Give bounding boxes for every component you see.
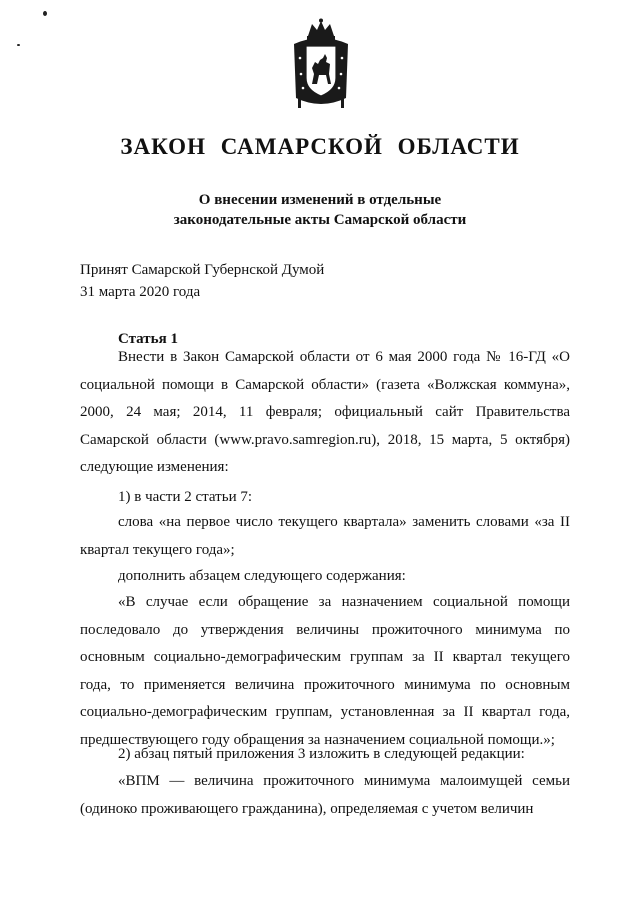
adopted-by: Принят Самарской Губернской Думой (80, 262, 325, 278)
article-heading-text: Статья 1 (118, 331, 178, 347)
paragraph-vpm-definition: «ВПМ — величина прожиточного минимума малоимущей семьи (одиноко проживающего гражданина), определяемая с учетом величин (80, 773, 570, 817)
subtitle-line: законодательные акты Самарской области (173, 212, 467, 228)
law-subtitle (0, 190, 640, 230)
paragraph-item-2: 2) абзац пятый приложения 3 изложить в следующей редакции: (118, 746, 525, 762)
adopted-date: 31 марта 2020 года (80, 284, 201, 300)
paragraph-item-1: 1) в части 2 статьи 7: (118, 489, 253, 505)
paragraph-add-clause: дополнить абзацем следующего содержания: (118, 568, 406, 584)
scan-speck (17, 44, 20, 46)
coat-of-arms-emblem (290, 18, 352, 110)
law-title: ЗАКОН САМАРСКОЙ ОБЛАСТИ (120, 134, 520, 159)
paragraph-replace-words: слова «на первое число текущего квартала» заменить словами «за II квартал текущего года»; (80, 514, 570, 558)
scan-speck (43, 11, 47, 16)
paragraph-quoted-clause: «В случае если обращение за назначением социальной помощи последовало до утверждения величины прожиточного минимума по основным социально-демографическим группам за II квартал текущего года, то применяется величина прожиточного минимума по основным социально-демографическим группам, установленная за II квартал года, предшествующего году обращения за назначением социальной помощи.»; (80, 594, 570, 748)
subtitle-line: О внесении изменений в отдельные (198, 192, 442, 208)
adoption-info (80, 259, 324, 303)
paragraph-intro: Внести в Закон Самарской области от 6 мая 2000 года № 16-ГД «О социальной помощи в Самарской области» (газета «Волжская коммуна», 2000, 24 мая; 2014, 11 февраля; официальный сайт Правительства Самарской области (www.pravo.samregion.ru), 2018, 15 марта, 5 октября) следующие изменения: (80, 349, 570, 475)
